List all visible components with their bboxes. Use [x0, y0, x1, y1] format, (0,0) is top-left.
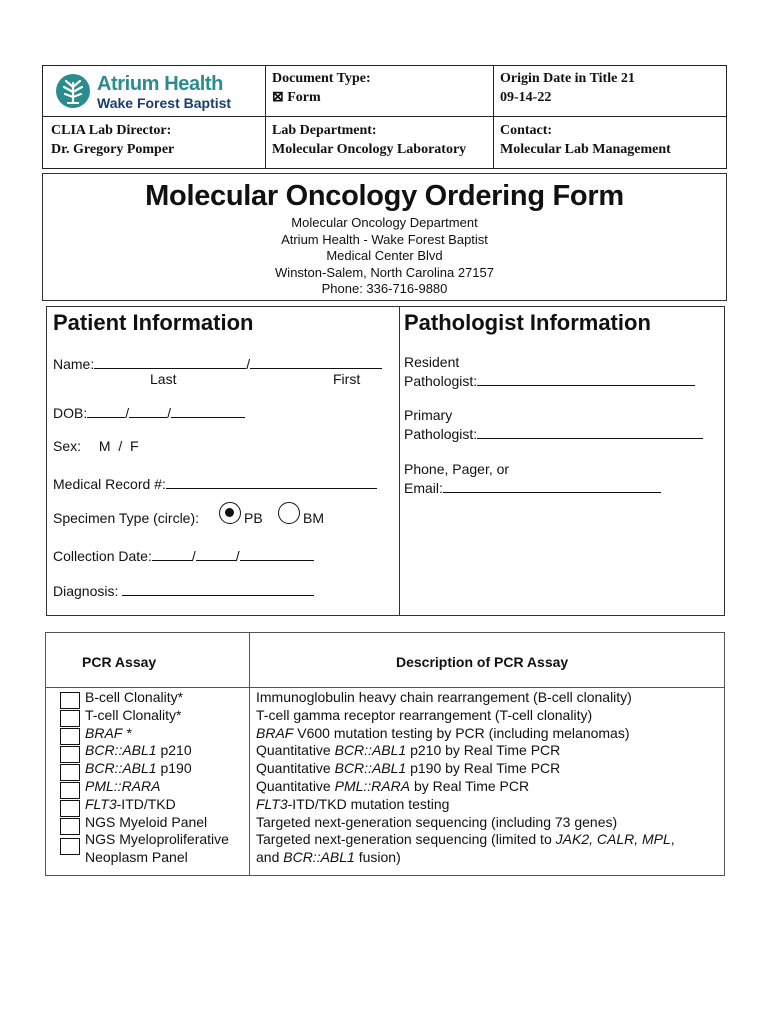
logo-name: Atrium Health — [97, 73, 223, 95]
assay-name: BCR::ABL1 p210 — [85, 742, 192, 759]
form-title-block — [42, 173, 727, 301]
atrium-health-logo — [55, 73, 255, 111]
collection-month-field[interactable] — [152, 546, 192, 561]
t-cell-checkbox[interactable] — [60, 710, 80, 727]
primary-pathologist-field[interactable] — [477, 424, 703, 439]
b-cell-checkbox[interactable] — [60, 692, 80, 709]
document-header — [42, 65, 727, 169]
assay-description: Targeted next-generation sequencing (including 73 genes) — [256, 813, 618, 830]
sex-options[interactable]: M / F — [98, 438, 139, 454]
assay-name: BRAF * — [85, 724, 132, 741]
lab-department-value: Molecular Oncology Laboratory — [272, 142, 467, 157]
contact-label: Contact: — [500, 123, 553, 138]
last-name-field[interactable] — [94, 354, 246, 369]
last-caption: Last — [150, 371, 177, 387]
primary-label-line1: Primary — [404, 407, 453, 423]
assay-description: Quantitative BCR::ABL1 p210 by Real Time PCR — [256, 742, 561, 759]
resident-label-line1: Resident — [404, 354, 460, 370]
assay-name: T-cell Clonality* — [85, 706, 182, 723]
contact-label-line2: Email: — [404, 480, 443, 496]
resident-label-line2: Pathologist: — [404, 373, 478, 389]
doc-type-label: Document Type: — [272, 71, 371, 86]
logo-subname: Wake Forest Baptist — [97, 95, 232, 111]
assay-description: BRAF V600 mutation testing by PCR (including melanomas) — [256, 724, 630, 741]
dob-month-field[interactable] — [87, 403, 125, 418]
address-line: Winston-Salem, North Carolina 27157 — [275, 264, 494, 280]
diagnosis-field[interactable] — [122, 581, 314, 596]
specimen-pb-label: PB — [244, 510, 263, 526]
collection-date-label: Collection Date: — [53, 548, 152, 564]
primary-label-line2: Pathologist: — [404, 426, 478, 442]
ngs-mpn-checkbox[interactable] — [60, 838, 80, 855]
mrn-label: Medical Record #: — [53, 476, 166, 492]
collection-year-field[interactable] — [240, 546, 314, 561]
name-separator: / — [246, 356, 251, 372]
assay-description: T-cell gamma receptor rearrangement (T-cell clonality) — [256, 706, 593, 723]
dob-year-field[interactable] — [171, 403, 245, 418]
assay-description: Quantitative BCR::ABL1 p190 by Real Time PCR — [256, 760, 561, 777]
lab-department-label: Lab Department: — [272, 123, 377, 138]
origin-date-value: 09-14-22 — [500, 90, 552, 105]
assay-description: and BCR::ABL1 fusion) — [256, 849, 401, 866]
bcr-abl1-p190-checkbox[interactable] — [60, 764, 80, 781]
name-label: Name: — [53, 356, 95, 372]
assay-name: PML::RARA — [85, 777, 161, 794]
phone-line: Phone: 336-716-9880 — [321, 281, 448, 296]
first-caption: First — [333, 371, 361, 387]
pml-rara-checkbox[interactable] — [60, 782, 80, 799]
logo-tree-icon — [55, 73, 91, 109]
assay-name: NGS Myeloproliferative — [85, 831, 229, 848]
pcr-assay-table — [45, 632, 725, 876]
information-section: Patient Information Name: / Last First DOB: / / Sex: M / F Medical Record #: Specimen Type (circle): PB BM Collection Date: / / Diagnosis: Pathologist Information Resident Pathologist: Primary Pathologist: Phone, Pager, or Email: — [46, 306, 725, 616]
address-line: Atrium Health - Wake Forest Baptist — [281, 231, 488, 247]
patient-info-title: Patient Information — [53, 310, 254, 335]
assay-name: BCR::ABL1 p190 — [85, 760, 192, 777]
assay-name: Neoplasm Panel — [85, 849, 188, 866]
doc-type-value: ⊠ Form — [272, 90, 321, 105]
assay-description: FLT3-ITD/TKD mutation testing — [256, 795, 450, 812]
specimen-pb-radio[interactable] — [219, 502, 241, 524]
assay-name: NGS Myeloid Panel — [85, 813, 208, 830]
address-line: Medical Center Blvd — [326, 248, 443, 263]
contact-email-field[interactable] — [443, 478, 661, 493]
pathologist-info-title: Pathologist Information — [404, 310, 651, 335]
contact-value: Molecular Lab Management — [500, 142, 671, 157]
sex-label: Sex: — [53, 438, 82, 454]
origin-date-label: Origin Date in Title 21 — [500, 71, 635, 86]
lab-director-label: CLIA Lab Director: — [51, 123, 172, 138]
contact-label-line1: Phone, Pager, or — [404, 461, 510, 477]
assay-column-header: PCR Assay — [82, 654, 157, 670]
dob-label: DOB: — [53, 405, 88, 421]
specimen-bm-radio[interactable] — [278, 502, 300, 524]
bcr-abl1-p210-checkbox[interactable] — [60, 746, 80, 763]
description-column-header: Description of PCR Assay — [396, 654, 569, 670]
address-line: Molecular Oncology Department — [291, 215, 478, 230]
specimen-type-label: Specimen Type (circle): — [53, 510, 200, 526]
assay-description: Immunoglobulin heavy chain rearrangement (B-cell clonality) — [256, 689, 632, 705]
assay-name: B-cell Clonality* — [85, 689, 184, 705]
assay-description: Targeted next-generation sequencing (limited to JAK2, CALR, MPL, — [256, 831, 675, 848]
lab-director-value: Dr. Gregory Pomper — [51, 142, 175, 157]
form-title: Molecular Oncology Ordering Form — [145, 180, 624, 212]
dob-day-field[interactable] — [129, 403, 167, 418]
resident-pathologist-field[interactable] — [477, 371, 695, 386]
specimen-bm-label: BM — [303, 510, 324, 526]
assay-description: Quantitative PML::RARA by Real Time PCR — [256, 777, 530, 794]
first-name-field[interactable] — [250, 354, 382, 369]
ngs-myeloid-checkbox[interactable] — [60, 818, 80, 835]
diagnosis-label: Diagnosis: — [53, 583, 119, 599]
assay-name: FLT3-ITD/TKD — [85, 795, 176, 812]
mrn-field[interactable] — [166, 474, 377, 489]
flt3-checkbox[interactable] — [60, 800, 80, 817]
collection-day-field[interactable] — [196, 546, 236, 561]
braf-checkbox[interactable] — [60, 728, 80, 745]
